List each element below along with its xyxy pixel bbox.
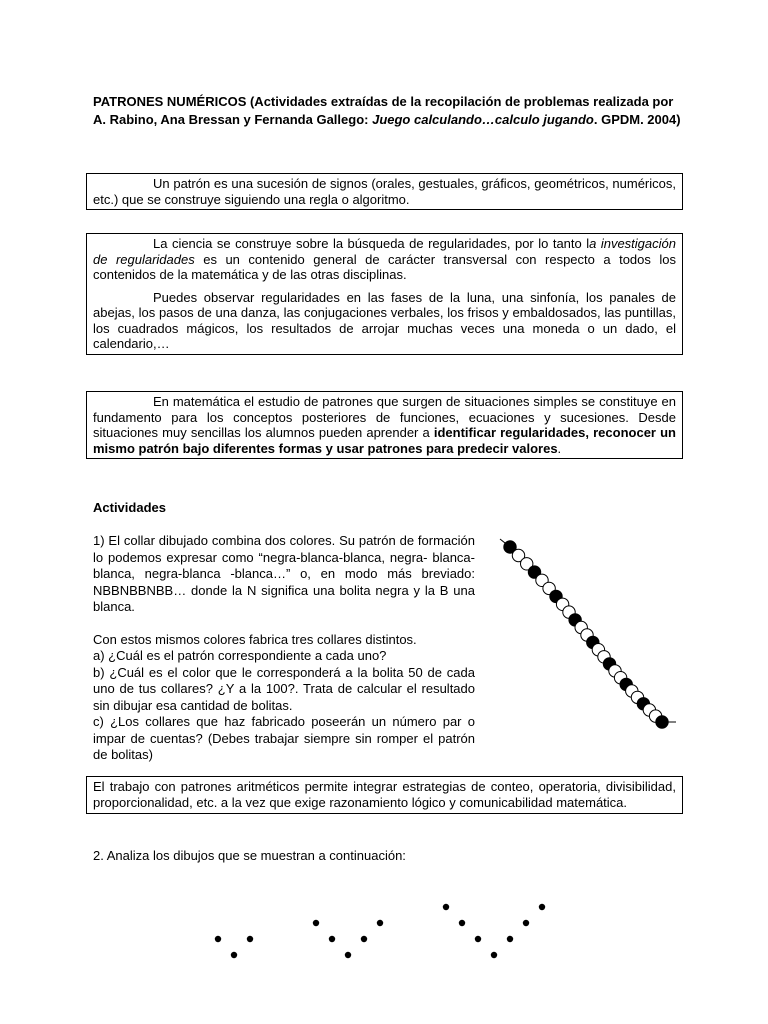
document-title <box>93 93 683 129</box>
figure-2-dot <box>345 952 351 958</box>
definition-text: Un patrón es una sucesión de signos (orales, gestuales, gráficos, geométricos, numéricos, etc.) que se construye siguiendo una regla o algoritmo. <box>93 176 676 207</box>
figure-1-dot <box>215 936 221 942</box>
arithmetic-text: El trabajo con patrones aritméticos permite integrar estrategias de conteo, operatoria, divisibilidad, proporcionalidad, etc. a la vez que exige razonamiento lógico y comunicabilidad matemática. <box>93 779 676 810</box>
figure-3-dot <box>443 904 449 910</box>
figure-3-dot <box>507 936 513 942</box>
figure-2-dot <box>313 920 319 926</box>
figure-1-dot <box>247 936 253 942</box>
dot-pattern-figure <box>200 880 570 980</box>
title-book-name: Juego calculando…calculo jugando <box>372 112 594 127</box>
figure-3-dot <box>491 952 497 958</box>
activity-1-question-b: b) ¿Cuál es el color que le corresponderá a la bolita 50 de cada uno de tus collares? ¿Y a la 100?. Trata de calcular el resultado sin dibujar esa cantidad de bolitas. <box>93 664 475 713</box>
math-text-end: . <box>557 440 562 456</box>
science-text-b: es un contenido general de carácter transversal con respecto a todos los contenidos de la matemática y de las otras disciplinas. <box>93 251 676 282</box>
math-paragraph <box>93 394 676 456</box>
activity-1-question-a: a) ¿Cuál es el patrón correspondiente a cada uno? <box>93 648 387 663</box>
figure-2-dot <box>361 936 367 942</box>
activity-1 <box>93 533 475 764</box>
necklace-bead-black <box>656 716 668 728</box>
arithmetic-box <box>86 776 683 814</box>
activity-1-intro: 1) El collar dibujado combina dos colores. Su patrón de formación lo podemos expresar como “negra-blanca-blanca, negra- blanca-blanca, negra-blanca -blanca…” o, en modo más breviado: NBBNBBNBB… donde la N significa una bolita negra y la B una blanca. <box>93 533 475 614</box>
math-text-bold: identificar regularidades, reconocer un mismo patrón bajo diferentes formas y usar patrones para predecir valores <box>93 425 676 456</box>
science-paragraph-2: Puedes observar regularidades en las fases de la luna, una sinfonía, los panales de abejas, los pasos de una danza, las conjugaciones verbales, los frisos y embaldosados, las puntillas, los cuadrados mágicos, los resultados de arrojar muchas veces una moneda o un dado, el calendario,… <box>93 289 676 351</box>
definition-box <box>86 173 683 210</box>
figure-3-dot <box>459 920 465 926</box>
activity-2-text: 2. Analiza los dibujos que se muestran a continuación: <box>93 848 406 863</box>
figure-2-dot <box>377 920 383 926</box>
figure-3-dot <box>475 936 481 942</box>
title-source: . GPDM. 2004) <box>593 112 681 127</box>
science-text-italic: a investigación de regularidades <box>93 236 676 267</box>
necklace-figure <box>480 525 700 745</box>
activity-1-questions <box>93 632 475 764</box>
figure-3-dot <box>539 904 545 910</box>
title-text: PATRONES NUMÉRICOS (Actividades extraídas de la recopilación de problemas realizada por A. Rabino, Ana Bressan y Fernanda Gallego: <box>93 94 674 127</box>
activity-1-line-1: Con estos mismos colores fabrica tres collares distintos. <box>93 631 417 647</box>
science-text-a: La ciencia se construye sobre la búsqueda de regularidades, por lo tanto l <box>153 236 590 251</box>
math-box <box>86 391 683 459</box>
figure-1-dot <box>231 952 237 958</box>
science-box <box>86 233 683 355</box>
activity-1-question-c: c) ¿Los collares que haz fabricado poseerán un número par o impar de cuentas? (Debes trabajar siempre sin romper el patrón de bolitas) <box>93 714 475 762</box>
section-title: Actividades <box>93 500 166 515</box>
math-text-a: En matemática el estudio de patrones que surgen de situaciones simples se constituye en fundamento para los conceptos posteriores de funciones, ecuaciones y sucesiones. Desde situaciones muy sencillas los alumnos pueden aprender a <box>93 394 676 440</box>
figure-3-dot <box>523 920 529 926</box>
science-paragraph-1 <box>93 236 676 283</box>
figure-2-dot <box>329 936 335 942</box>
